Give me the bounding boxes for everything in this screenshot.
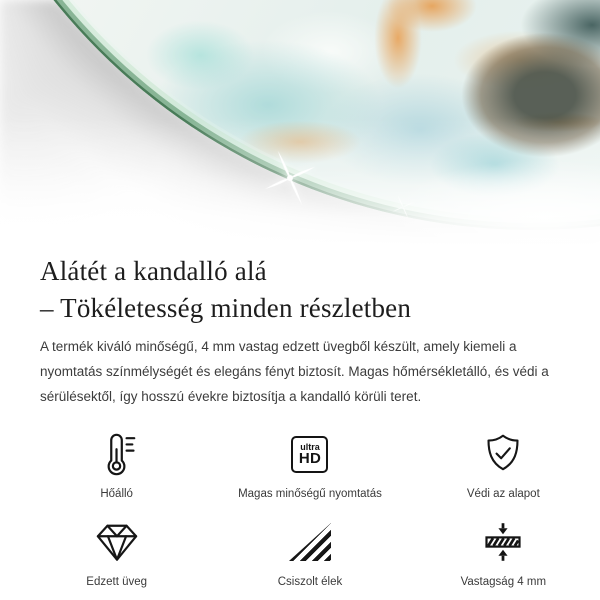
title-line-1: Alátét a kandalló alá — [40, 256, 267, 286]
feature-item — [94, 429, 140, 500]
feature-item — [238, 429, 382, 500]
feature-grid — [20, 429, 600, 588]
fade-overlay — [0, 0, 600, 250]
ultra-hd-icon: ultra HD — [291, 429, 328, 479]
feature-label: Vastagság 4 mm — [460, 576, 547, 588]
feature-label: Csiszolt élek — [277, 576, 343, 588]
product-title — [40, 253, 560, 327]
feature-item — [467, 429, 540, 500]
thickness-icon — [481, 517, 525, 567]
feature-item — [278, 517, 343, 588]
feature-item — [461, 517, 546, 588]
feature-item — [86, 517, 147, 588]
title-line-2: – Tökéletesség minden részletben — [40, 293, 412, 323]
thermometer-icon — [94, 429, 140, 479]
polished-edges-icon — [289, 517, 331, 567]
shield-check-icon — [481, 429, 525, 479]
feature-label: Védi az alapot — [466, 488, 540, 500]
feature-label: Hőálló — [100, 488, 133, 500]
feature-label: Edzett üveg — [86, 576, 148, 588]
product-hero-image — [0, 0, 600, 250]
feature-label: Magas minőségű nyomtatás — [238, 488, 382, 500]
product-info — [0, 253, 600, 588]
diamond-icon — [94, 517, 140, 567]
product-description: A termék kiváló minőségű, 4 mm vastag edzett üvegből készült, amely kiemeli a nyomtatás színmélységét és elegáns fényt biztosít. Magas hőmérsékletálló, és védi a sérülésektől, így hosszú évekre biztosítja a kandalló körüli teret. — [40, 339, 549, 404]
